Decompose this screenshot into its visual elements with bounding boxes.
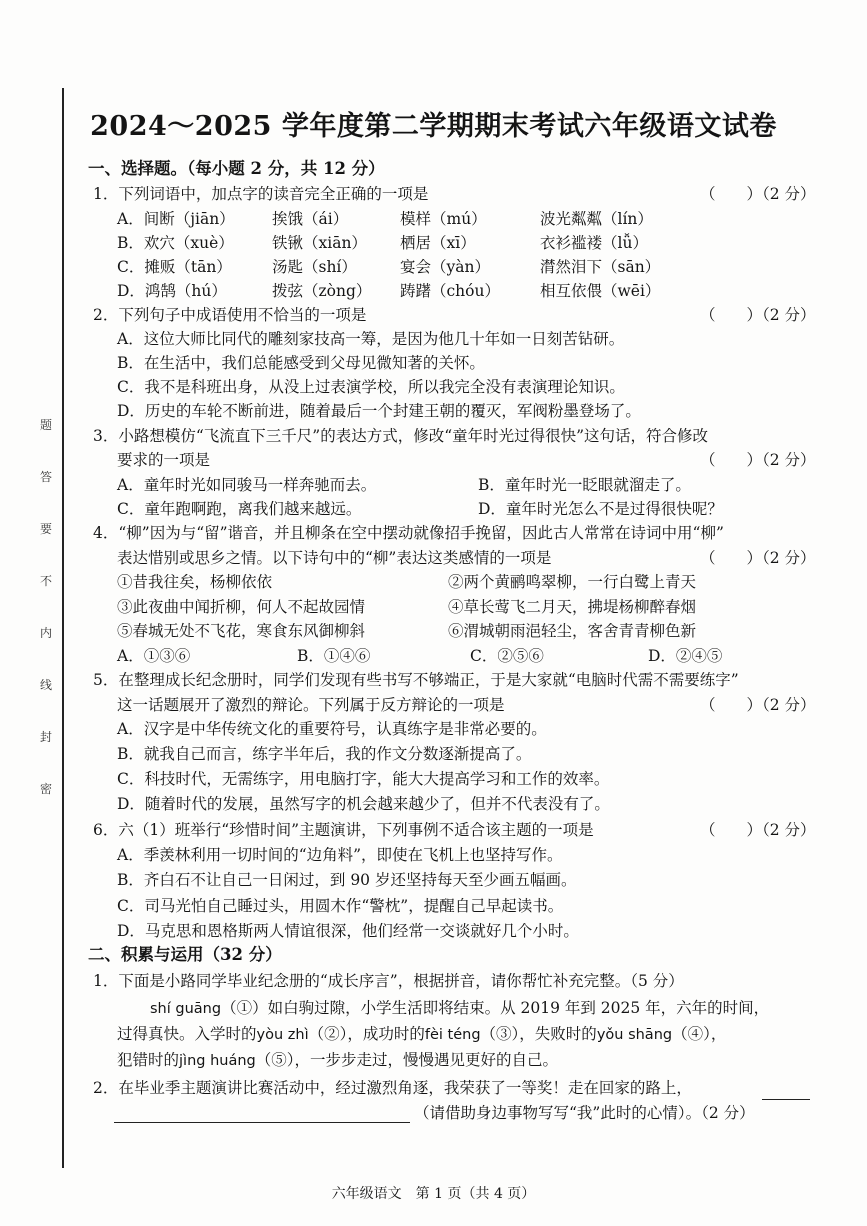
option-cell: 模样（mú）: [400, 210, 487, 228]
answer-blank[interactable]: [114, 1122, 410, 1123]
option-line: D．②④⑤: [648, 647, 723, 665]
option-cell: 挨饿（ái）: [272, 210, 349, 228]
question-stem: 2．在毕业季主题演讲比赛活动中，经过激烈角逐，我荣获了一等奖！走在回家的路上，: [93, 1079, 692, 1097]
option-line: D．随着时代的发展，虽然写字的机会越来越少了，但并不代表没有了。: [117, 795, 610, 813]
binding-char: 封: [39, 730, 52, 744]
verse-line: ⑥渭城朝雨浥轻尘，客舍青青柳色新: [448, 622, 697, 640]
option-line: B．在生活中，我们总能感受到父母见微知著的关怀。: [117, 354, 485, 372]
passage-text: （④），: [672, 1025, 727, 1043]
option-line: B．①④⑥: [297, 647, 371, 665]
verse-line: ⑤春城无处不飞花，寒食东风御柳斜: [117, 622, 366, 640]
answer-bracket: （ ）（2 分）: [700, 549, 816, 567]
passage-text: 过得真快。入学时的: [117, 1025, 257, 1043]
option-line: A．①③⑥: [117, 647, 191, 665]
option-line: D．历史的车轮不断前进，随着最后一个封建王朝的覆灭，军阀粉墨登场了。: [117, 402, 641, 420]
option-cell: B．欢穴（xuè）: [117, 234, 234, 252]
option-cell: C．摊贩（tān）: [117, 258, 232, 276]
question-stem: 3．小路想模仿“飞流直下三千尺”的表达方式，修改“童年时光过得很快”这句话，符合修改: [93, 427, 709, 445]
pinyin-prompt: yǒu shāng: [596, 1027, 673, 1043]
question-stem: 1．下面是小路同学毕业纪念册的“成长序言”，根据拼音，请你帮忙补充完整。（5 分）: [93, 972, 684, 990]
verse-line: ②两个黄鹂鸣翠柳，一行白鹭上青天: [448, 573, 697, 591]
option-line: C．司马光怕自己睡过头，用圆木作“警枕”，提醒自己早起读书。: [117, 897, 564, 915]
page-footer: 六年级语文 第 1 页（共 4 页）: [331, 1186, 536, 1202]
binding-char: 密: [39, 782, 52, 796]
answer-bracket: （ ）（2 分）: [700, 306, 816, 324]
verse-line: ④草长莺飞二月天，拂堤杨柳醉春烟: [448, 598, 697, 616]
passage-line: [150, 997, 769, 1020]
question-stem-cont: 表达惜别或思乡之情。以下诗句中的“柳”表达这类感情的一项是: [117, 549, 552, 567]
option-line: B．齐白石不让自己一日闲过，到 90 岁还坚持每天至少画五幅画。: [117, 871, 577, 889]
question-stem-cont: 要求的一项是: [117, 451, 211, 469]
option-line: C．科技时代，无需练字，用电脑打字，能大大提高学习和工作的效率。: [117, 770, 610, 788]
option-cell: 拨弦（zòng）: [272, 282, 372, 300]
question-tail: （请借助身边事物写写“我”此时的心情）。（2 分）: [414, 1104, 755, 1122]
binding-char: 线: [39, 678, 52, 692]
question-stem: 4．“柳”因为与“留”谐音，并且柳条在空中摆动就像招手挽留，因此古人常常在诗词中用“柳”: [93, 524, 724, 542]
section-heading: 二、积累与运用（32 分）: [88, 945, 282, 964]
verse-line: ①昔我往矣，杨柳依依: [117, 573, 273, 591]
binding-char: 答: [39, 470, 52, 484]
answer-blank[interactable]: [762, 1099, 810, 1100]
passage-text: （③），失败时的: [480, 1025, 597, 1043]
option-line: D．童年时光怎么不是过得很快呢？: [478, 500, 723, 518]
passage-line: [117, 1023, 726, 1046]
option-cell: A．间断（jiān）: [117, 210, 235, 228]
pinyin-prompt: shí guāng: [150, 1001, 222, 1017]
option-line: A．这位大师比同代的雕刻家技高一筹，是因为他几十年如一日刻苦钻研。: [117, 330, 625, 348]
pinyin-prompt: jìng huáng: [179, 1053, 256, 1069]
binding-char: 不: [39, 574, 52, 588]
verse-line: ③此夜曲中闻折柳，何人不起故园情: [117, 598, 366, 616]
option-cell: 宴会（yàn）: [400, 258, 490, 276]
option-line: A．童年时光如同骏马一样奔驰而去。: [117, 476, 377, 494]
option-line: C．②⑤⑥: [470, 647, 544, 665]
option-cell: 栖居（xī）: [400, 234, 476, 252]
option-cell: 踌躇（chóu）: [400, 282, 500, 300]
passage-text: （⑤），一步步走过，慢慢遇见更好的自己。: [255, 1051, 559, 1069]
exam-title: 2024～2025 学年度第二学期期末考试六年级语文试卷: [90, 111, 777, 142]
answer-bracket: （ ）（2 分）: [700, 696, 816, 714]
binding-line: [62, 88, 64, 1168]
binding-char: 内: [39, 626, 52, 640]
question-stem: 6．六（1）班举行“珍惜时间”主题演讲，下列事例不适合该主题的一项是: [93, 821, 594, 839]
passage-text: （①）如白驹过隙，小学生活即将结束。从 2019 年到 2025 年，六年的时间，: [221, 999, 770, 1017]
option-line: C．我不是科班出身，从没上过表演学校，所以我完全没有表演理论知识。: [117, 378, 625, 396]
question-stem-cont: 这一话题展开了激烈的辩论。下列属于反方辩论的一项是: [117, 696, 505, 714]
binding-char: 题: [39, 418, 52, 432]
passage-line: [117, 1049, 558, 1072]
option-cell: 铁锹（xiān）: [272, 234, 367, 252]
answer-bracket: （ ）（2 分）: [700, 185, 816, 203]
question-stem: 5．在整理成长纪念册时，同学们发现有些书写不够端正，于是大家就“电脑时代需不需要练字”: [93, 671, 739, 689]
option-line: D．马克思和恩格斯两人情谊很深，他们经常一交谈就好几个小时。: [117, 922, 579, 940]
option-line: B．童年时光一眨眼就溜走了。: [478, 476, 691, 494]
option-line: A．汉字是中华传统文化的重要符号，认真练字是非常必要的。: [117, 720, 547, 738]
option-cell: 相互依偎（wēi）: [540, 282, 661, 300]
option-line: B．就我自己而言，练字半年后，我的作文分数逐渐提高了。: [117, 745, 532, 763]
option-cell: D．鸿鹄（hú）: [117, 282, 227, 300]
section-heading: 一、选择题。（每小题 2 分，共 12 分）: [88, 159, 385, 178]
question-stem: 2．下列句子中成语使用不恰当的一项是: [93, 306, 367, 324]
answer-bracket: （ ）（2 分）: [700, 451, 816, 469]
passage-text: （②），成功时的: [308, 1025, 425, 1043]
pinyin-prompt: fèi téng: [424, 1027, 481, 1043]
option-cell: 潸然泪下（sān）: [540, 258, 661, 276]
option-line: C．童年跑啊跑，离我们越来越远。: [117, 500, 362, 518]
option-cell: 波光粼粼（lín）: [540, 210, 653, 228]
question-stem: 1．下列词语中，加点字的读音完全正确的一项是: [93, 185, 429, 203]
option-cell: 衣衫褴褛（lǚ）: [540, 234, 648, 252]
pinyin-prompt: yòu zhì: [256, 1027, 309, 1043]
option-line: A．季羡林利用一切时间的“边角料”，即使在飞机上也坚持写作。: [117, 846, 563, 864]
binding-char: 要: [39, 522, 52, 536]
option-cell: 汤匙（shí）: [272, 258, 357, 276]
passage-text: 犯错时的: [117, 1051, 180, 1069]
answer-bracket: （ ）（2 分）: [700, 821, 816, 839]
